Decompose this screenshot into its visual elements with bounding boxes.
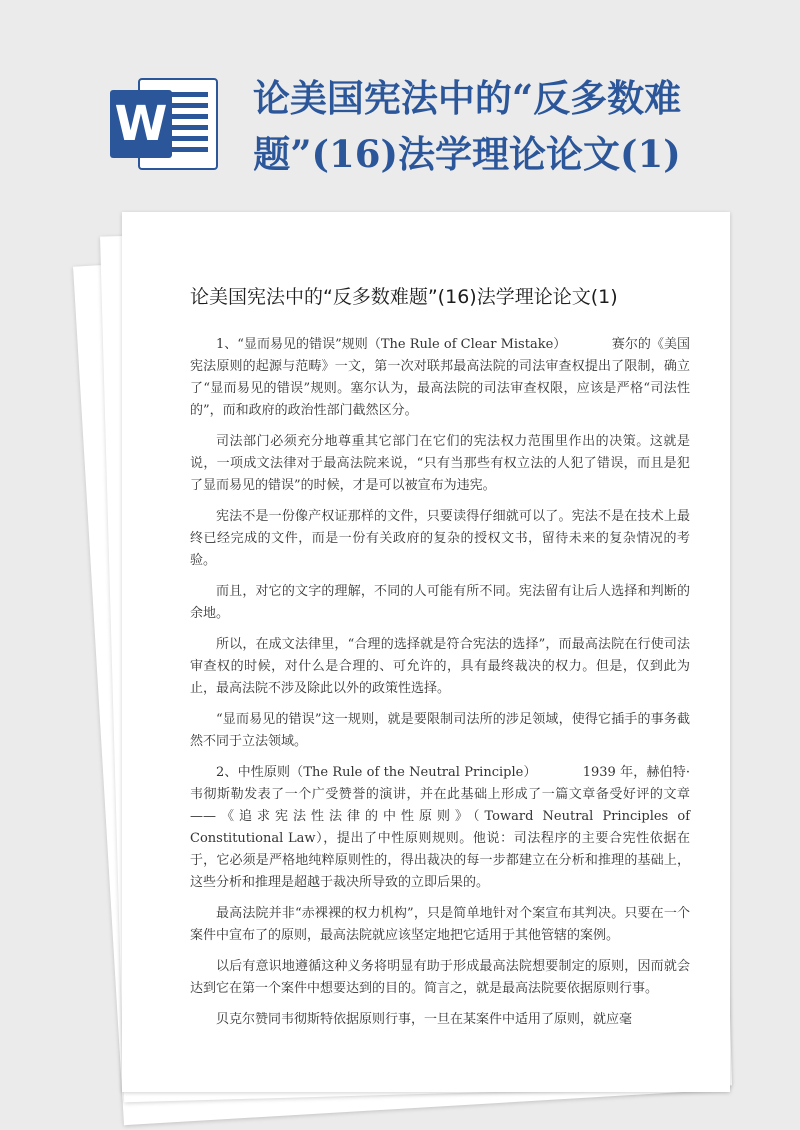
paragraph: 最高法院并非“赤裸裸的权力机构”，只是简单地针对个案宣布其判决。只要在一个案件中宣布了的原则，最高法院就应该坚定地把它适用于其他管辖的案例。 [190, 906, 690, 943]
word-logo-letter: W [110, 90, 172, 158]
paragraph: 2、中性原则（The Rule of the Neutral Principle） 1939 年，赫伯特·韦彻斯勒发表了一个广受赞誉的演讲，并在此基础上形成了一篇文章备受好评的文章——《追求宪法性法律的中性原则》（Toward Neutral Principles of Constitutional Law），提出了中性原则规则。他说：司法程序的主要合宪性依据在于，它必须是严格地纯粹原则性的，得出裁决的每一步都建立在分析和推理的基础上，这些分析和推理是超越于裁决所导致的立即后果的。 [190, 765, 690, 890]
paragraph: 而且，对它的文字的理解，不同的人可能有所不同。宪法留有让后人选择和判断的余地。 [190, 584, 690, 621]
paragraph: 宪法不是一份像产权证那样的文件，只要读得仔细就可以了。宪法不是在技术上最终已经完成的文件，而是一份有关政府的复杂的授权文书，留待未来的复杂情况的考验。 [190, 509, 690, 568]
word-document-icon [110, 78, 220, 170]
paragraph: 以后有意识地遵循这种义务将明显有助于形成最高法院想要制定的原则，因而就会达到它在第一个案件中想要达到的目的。简言之，就是最高法院要依据原则行事。 [190, 959, 690, 996]
paragraph: 司法部门必须充分地尊重其它部门在它们的宪法权力范围里作出的决策。这就是说，一项成文法律对于最高法院来说，“只有当那些有权立法的人犯了错误，而且是犯了显而易见的错误”的时候，才是可以被宣布为违宪。 [190, 434, 690, 493]
paragraph: 所以，在成文法律里，“合理的选择就是符合宪法的选择”，而最高法院在行使司法审查权的时候，对什么是合理的、可允许的，具有最终裁决的权力。但是，仅到此为止，最高法院不涉及除此以外的政策性选择。 [190, 637, 690, 696]
paragraph: 1、“显而易见的错误”规则（The Rule of Clear Mistake） 赛尔的《美国宪法原则的起源与范畴》一文，第一次对联邦最高法院的司法审查权提出了限制，确立了“显而易见的错误”规则。塞尔认为，最高法院的司法审查权限，应该是严格“司法性的”，而和政府的政治性部门截然区分。 [190, 337, 690, 418]
page-title: 论美国宪法中的“反多数难题”(16)法学理论论文(1) [252, 76, 682, 176]
document-title: 论美国宪法中的“反多数难题”(16)法学理论论文(1) [190, 286, 618, 308]
paragraph: 贝克尔赞同韦彻斯特依据原则行事，一旦在某案件中适用了原则，就应毫 [216, 1012, 633, 1027]
document-body [122, 212, 730, 1092]
paragraph: “显而易见的错误”这一规则，就是要限制司法所的涉足领域，使得它插手的事务截然不同于立法领域。 [190, 712, 690, 749]
